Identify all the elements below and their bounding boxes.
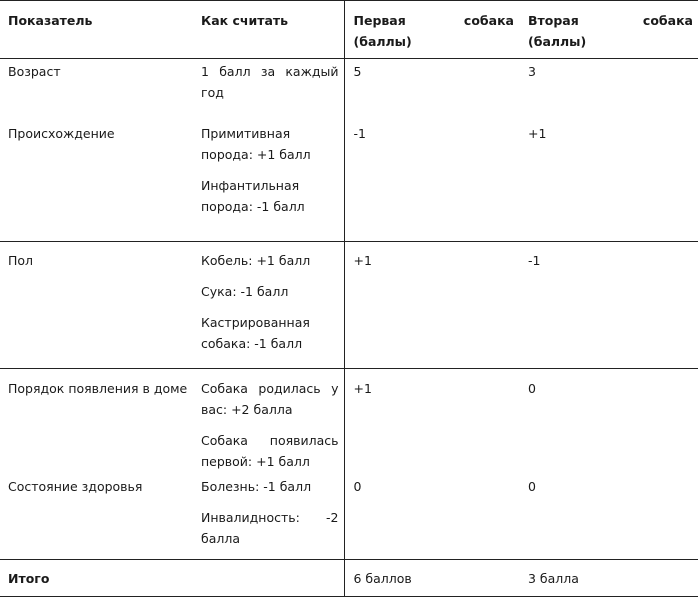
rule-text: Сука: -1 балл: [201, 284, 289, 299]
second-dog-score: -1: [519, 242, 698, 369]
rule-text: Собака появилась первой: +1 балл: [201, 433, 339, 469]
header-second-dog: Вторая собака (баллы): [519, 1, 698, 59]
table-row-order: [0, 369, 698, 473]
table-row-sex: [0, 242, 698, 369]
indicator-cell: Происхождение: [0, 113, 193, 242]
header-how-to-count: Как считать: [193, 1, 344, 59]
rule-text: Инфантильная порода: -1 балл: [201, 178, 305, 214]
header-first-dog: Первая собака (баллы): [344, 1, 519, 59]
header-indicator: Показатель: [0, 1, 193, 59]
header-row: [0, 1, 698, 59]
rules-cell: [193, 472, 344, 560]
rule-text: Собака родилась у вас: +2 балла: [201, 381, 339, 417]
first-dog-score: 5: [344, 59, 519, 114]
indicator-cell: Пол: [0, 242, 193, 369]
rule-text: Инвалидность: -2 балла: [201, 510, 339, 546]
rules-cell: [193, 113, 344, 242]
total-empty-cell: [193, 560, 344, 597]
second-dog-score: 0: [519, 472, 698, 560]
second-dog-total: 3 балла: [519, 560, 698, 597]
rules-cell: [193, 242, 344, 369]
second-dog-score: 0: [528, 381, 536, 396]
first-dog-score: -1: [344, 113, 519, 242]
table-row-origin: [0, 113, 698, 242]
table-row-age: [0, 59, 698, 114]
table-row-health: [0, 472, 698, 560]
first-dog-score: +1: [344, 369, 519, 473]
first-dog-score: +1: [344, 242, 519, 369]
rules-cell: [193, 369, 344, 473]
indicator-cell: Состояние здоровья: [0, 472, 193, 560]
first-dog-score: 0: [344, 472, 519, 560]
rules-cell: [193, 59, 344, 114]
rule-text: 1 балл за каждый год: [201, 64, 339, 100]
indicator-cell: Порядок появления в доме: [8, 381, 188, 396]
rule-text: Примитивная порода: +1 балл: [201, 126, 311, 162]
indicator-cell: Возраст: [8, 64, 61, 79]
rule-text: Болезнь: -1 балл: [201, 479, 312, 494]
first-dog-total: 6 баллов: [344, 560, 519, 597]
second-dog-score: +1: [519, 113, 698, 242]
rule-text: Кастрированная собака: -1 балл: [201, 315, 310, 351]
table-row-total: [0, 560, 698, 597]
second-dog-score: 3: [528, 64, 536, 79]
rule-text: Кобель: +1 балл: [201, 253, 311, 268]
total-label: Итого: [0, 560, 193, 597]
